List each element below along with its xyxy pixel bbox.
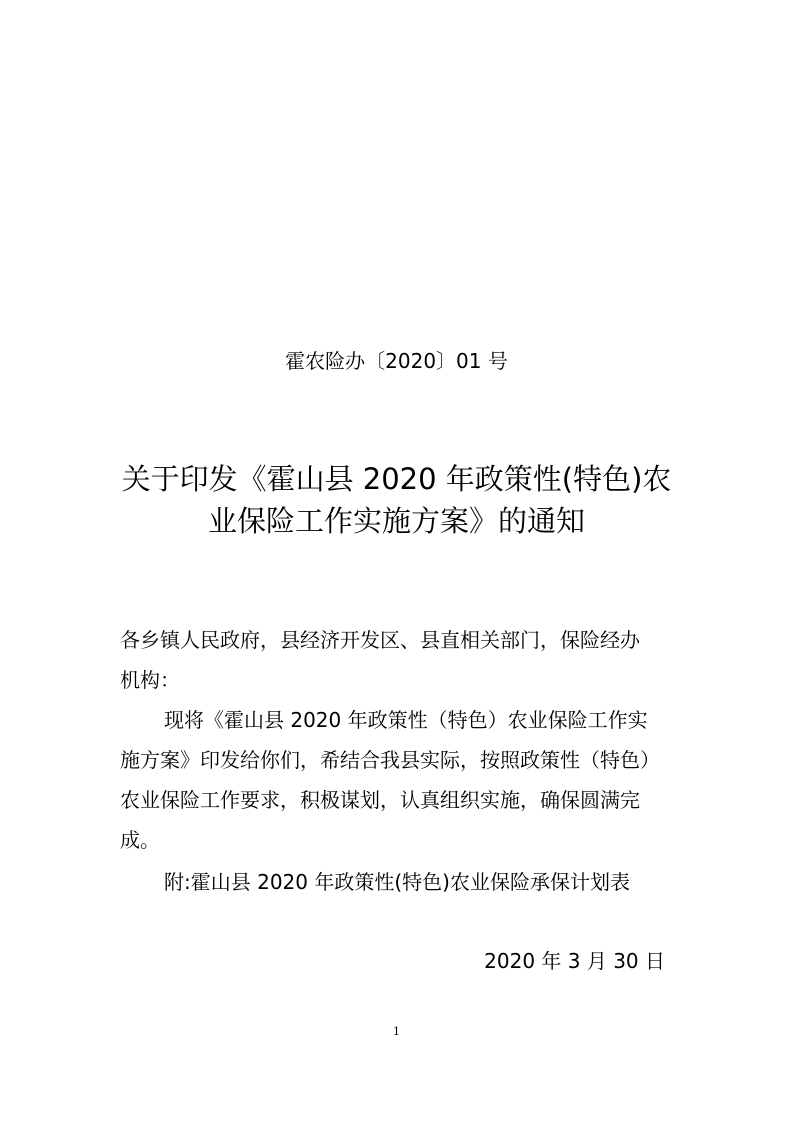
paragraph-line: 农业保险工作要求，积极谋划，认真组织实施，确保圆满完 bbox=[120, 788, 640, 812]
attachment-note: 附:霍山县 2020 年政策性(特色)农业保险承保计划表 bbox=[164, 870, 630, 894]
title-line: 业保险工作实施方案》的通知 bbox=[207, 504, 585, 538]
paragraph-line: 现将《霍山县 2020 年政策性（特色）农业保险工作实 bbox=[164, 708, 648, 732]
page-number: 1 bbox=[393, 1025, 400, 1038]
document-body bbox=[120, 620, 680, 860]
document-number: 霍农险办〔2020〕01 号 bbox=[285, 349, 508, 373]
salutation-line: 各乡镇人民政府，县经济开发区、县直相关部门，保险经办 bbox=[120, 628, 640, 652]
document-title bbox=[120, 458, 673, 542]
paragraph-line: 施方案》印发给你们，希结合我县实际，按照政策性（特色） bbox=[120, 748, 660, 772]
salutation-line: 机构： bbox=[120, 668, 180, 692]
title-line: 关于印发《霍山县 2020 年政策性(特色)农 bbox=[121, 462, 672, 496]
document-date: 2020 年 3 月 30 日 bbox=[484, 949, 665, 973]
paragraph-line: 成。 bbox=[120, 828, 160, 852]
